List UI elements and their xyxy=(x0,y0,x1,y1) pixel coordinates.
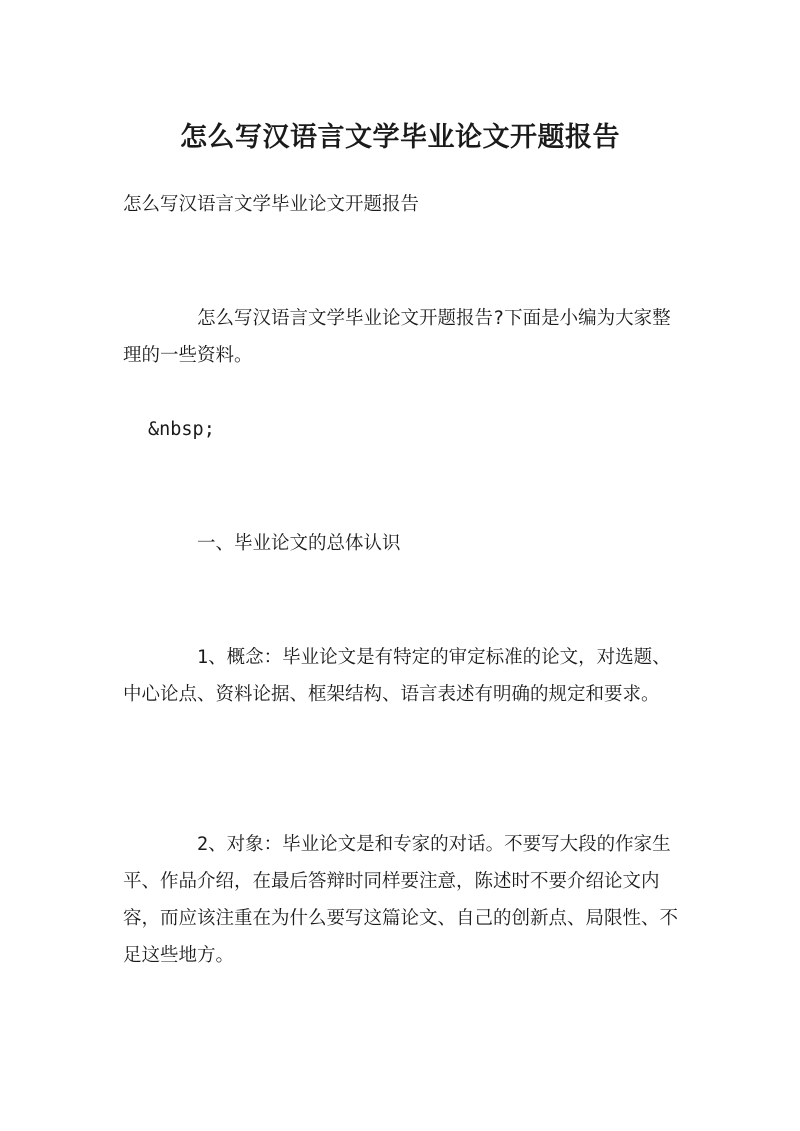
document-subtitle: 怎么写汉语言文学毕业论文开题报告 xyxy=(123,194,420,215)
paragraph-audience: 2、对象：毕业论文是和专家的对话。不要写大段的作家生平、作品介绍，在最后答辩时同样要注意，陈述时不要介绍论文内容，而应该注重在为什么要写这篇论文、自己的创新点、局限性、不足这些地方。 xyxy=(123,834,679,966)
document-title: 怎么写汉语言文学毕业论文开题报告 xyxy=(180,122,620,154)
intro-paragraph: 怎么写汉语言文学毕业论文开题报告?下面是小编为大家整理的一些资料。 xyxy=(123,308,671,366)
nbsp-text: &nbsp; xyxy=(148,419,215,440)
section-heading: 一、毕业论文的总体认识 xyxy=(197,533,401,554)
paragraph-concept: 1、概念：毕业论文是有特定的审定标准的论文，对选题、中心论点、资料论据、框架结构、语言表述有明确的规定和要求。 xyxy=(123,647,671,705)
